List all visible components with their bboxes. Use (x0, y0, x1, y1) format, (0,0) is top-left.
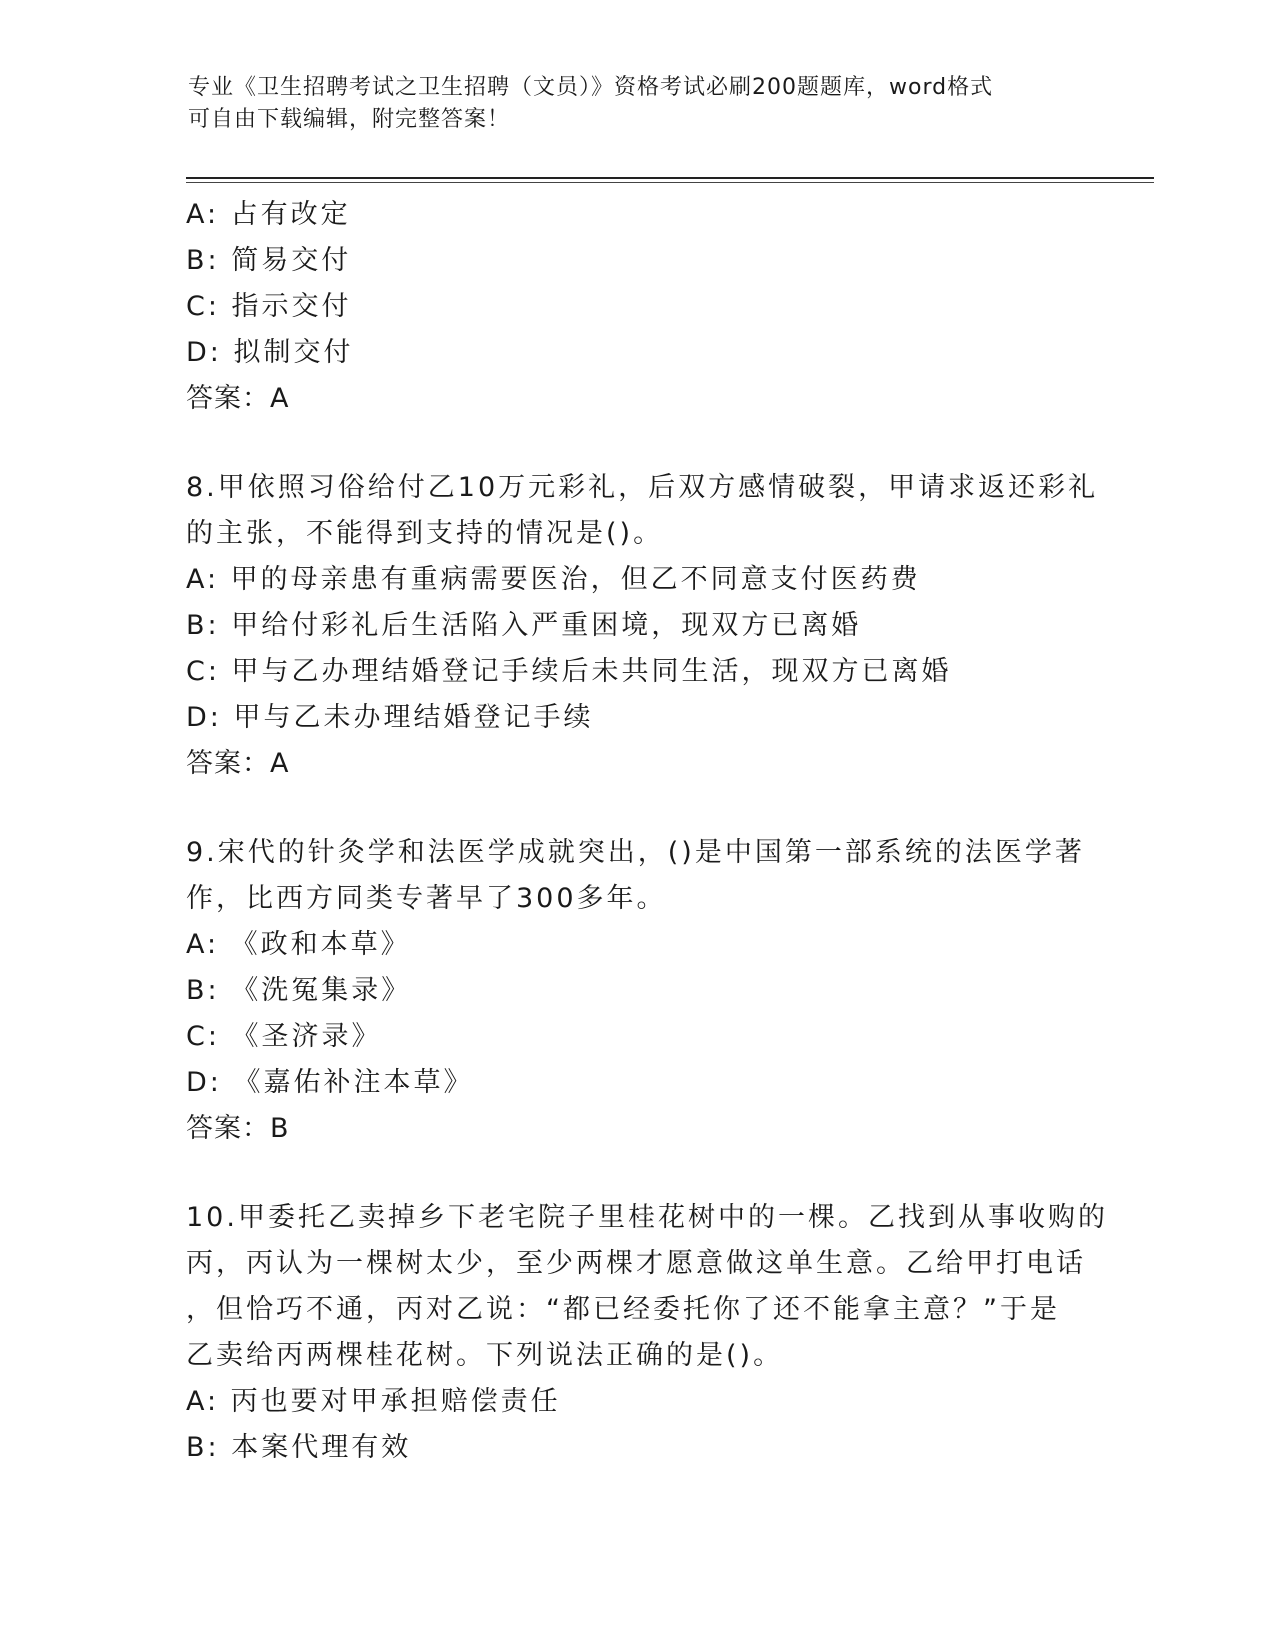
question-10 (186, 1195, 1108, 1471)
question-spacer (186, 1152, 1086, 1195)
option-c: C: 指示交付 (186, 291, 352, 322)
question-stem-line: 作，比西方同类专著早了300多年。 (186, 883, 667, 914)
option-a: A: 占有改定 (186, 199, 351, 230)
header-line-1: 专业《卫生招聘考试之卫生招聘（文员）》资格考试必刷200题题库，word格式 (188, 75, 994, 100)
question-stem-line: ，但恰巧不通，丙对乙说：“都已经委托你了还不能拿主意？”于是 (186, 1294, 1060, 1325)
question-spacer (186, 422, 1086, 465)
option-a: A: 《政和本草》 (186, 929, 411, 960)
question-stem-line: 的主张，不能得到支持的情况是()。 (186, 518, 664, 549)
question-spacer (186, 787, 1086, 830)
option-d: D: 《嘉佑补注本草》 (186, 1067, 474, 1098)
option-b: B: 本案代理有效 (186, 1432, 412, 1463)
option-b: B: 《洗冤集录》 (186, 975, 412, 1006)
option-c: C: 甲与乙办理结婚登记手续后未共同生活，现双方已离婚 (186, 656, 952, 687)
header-line-2: 可自由下载编辑，附完整答案！ (188, 107, 511, 132)
answer-label: 答案：B (186, 1113, 290, 1144)
option-b: B: 甲给付彩礼后生活陷入严重困境，现双方已离婚 (186, 610, 862, 641)
question-stem-line: 10.甲委托乙卖掉乡下老宅院子里桂花树中的一棵。乙找到从事收购的 (186, 1202, 1108, 1233)
option-d: D: 拟制交付 (186, 337, 354, 368)
question-7 (186, 192, 1086, 422)
answer-label: 答案：A (186, 383, 290, 414)
option-c: C: 《圣济录》 (186, 1021, 382, 1052)
question-stem-line: 丙，丙认为一棵树太少，至少两棵才愿意做这单生意。乙给甲打电话 (186, 1248, 1086, 1279)
document-header (188, 72, 1068, 136)
question-8 (186, 465, 1099, 787)
option-a: A: 甲的母亲患有重病需要医治，但乙不同意支付医药费 (186, 564, 921, 595)
option-a: A: 丙也要对甲承担赔偿责任 (186, 1386, 561, 1417)
question-stem-line: 9.宋代的针灸学和法医学成就突出，()是中国第一部系统的法医学著 (186, 837, 1085, 868)
header-rule-thick (186, 177, 1154, 179)
option-d: D: 甲与乙未办理结婚登记手续 (186, 702, 594, 733)
question-9 (186, 830, 1086, 1152)
header-rule-thin (186, 182, 1154, 183)
option-b: B: 简易交付 (186, 245, 352, 276)
question-list (186, 192, 1108, 1471)
answer-label: 答案：A (186, 748, 290, 779)
question-stem-line: 乙卖给丙两棵桂花树。下列说法正确的是()。 (186, 1340, 784, 1371)
question-stem-line: 8.甲依照习俗给付乙10万元彩礼，后双方感情破裂，甲请求返还彩礼 (186, 472, 1099, 503)
